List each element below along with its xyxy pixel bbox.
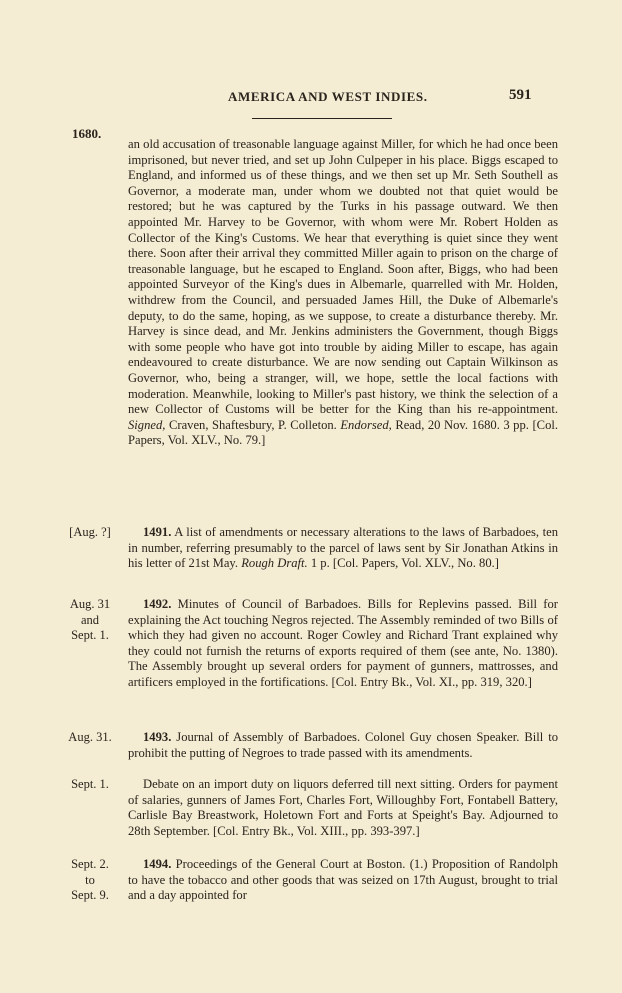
entry-text: Proceedings of the General Court at Boston. (1.) Proposition of Randolph to have the tobacco and other goods that was seized on 17th August, brought to trial and a day appointed for [128,857,558,903]
entry-body [128,597,558,691]
running-title: AMERICA AND WEST INDIES. [228,89,428,104]
margin-date: Aug. 31 and Sept. 1. [69,597,111,643]
signed-label: Signed, [128,417,166,432]
entry-body [128,525,558,572]
entry-body [128,730,558,761]
entry-text: Journal of Assembly of Barbadoes. Colonel Guy chosen Speaker. Bill to prohibit the putting of Negroes to trade passed with its amendments. [128,730,558,760]
reference: [Col. Entry Bk., Vol. XI., pp. 319, 320.] [331,674,532,689]
draft-note: Rough Draft. [241,556,308,571]
margin-date-second: Sept. 1. [71,777,109,791]
entry-text: Minutes of Council of Barbadoes. Bills for Replevins passed. Bill for explaining the Act touching Negros rejected. The Assembly reminded of two Bills of which they had given no account. Roger Cowley and Richard Trant explained why they could not furnish the returns of exports required of them (see ante, No. 1380). The Assembly brought up several orders for payment of gunners, mattrosses, and artificers employed in the fortifications. [128,597,558,689]
margin-date: [Aug. ?] [69,525,111,539]
entry-body [128,137,558,449]
margin-date: Sept. 2. to Sept. 9. [71,857,109,903]
continuation-text: an old accusation of treasonable language against Miller, for which he had once been imprisoned, but never tried, and set up John Culpeper in his place. Biggs escaped to England, and informed us of these things, and we then set up Mr. Seth Southell as Governor, a moderate man, under whom we doubted not that quiet would be restored; but he was captured by the Turks in his passage outward. We then appointed Mr. Harvey to be Governor, with whom were Mr. Robert Holden as Collector of the King's Customs. We hear that everything is quiet since they went there. Soon after their arrival they committed Miller again to prison on the charge of treasonable language, but he escaped to England. Soon after, Biggs, who had been appointed Surveyor of the King's dues in Albemarle, quarrelled with Mr. Holden, withdrew from the Council, and persuaded James Hill, the Duke of Albemarle's deputy, to do the same, hoping, as we suppose, to create a disturbance thereby. Mr. Harvey is since dead, and Mr. Jenkins administers the Government, though Biggs with some people who have got into trouble by aiding Miller to escape, has again endeavoured to create disturbance. We are now sending out Captain Wilkinson as Governor, who, being a stranger, will, we hope, settle the local factions with moderation. Meanwhile, looking to Miller's past history, we think the selection of a new Collector of Customs will be better for the King than his re-appointment. [128,137,558,417]
margin-date: Aug. 31. [68,730,112,744]
header-rule [252,118,392,119]
entry-text: A list of amendments or necessary alterations to the laws of Barbadoes, ten in number, referring presumably to the parcel of laws sent by Sir Jonathan Atkins in his letter of 21st May. [128,525,558,571]
reference: [Col. Papers, Vol. XLV., No. 80.] [332,556,499,571]
signed-names: Craven, Shaftesbury, P. Colleton. [168,417,337,432]
page-number: 591 [509,87,532,103]
entry-number: 1494. [143,857,172,871]
endorsed-text: Read, 20 Nov. 1680. 3 pp. [395,417,529,432]
entry-body [128,777,558,839]
entry-number: 1492. [143,597,172,611]
reference: [Col. Papers, Vol. XLV., No. 79.] [128,417,559,448]
entry-text-second: Debate on an import duty on liquors deferred till next sitting. Orders for payment of salaries, gunners of James Fort, Charles Fort, Willoughby Fort, Fontabell Battery, Carlisle Bay Breastwork, Holetown Fort and Forts at Speight's Bay. Adjourned to 28th September. [128,777,558,838]
entry-body [128,857,558,904]
entry-number: 1491. [143,525,172,539]
page-header [0,89,622,109]
entry-number: 1493. [143,730,172,744]
endorsed-label: Endorsed, [340,417,392,432]
page-count: 1 p. [310,556,330,571]
reference: [Col. Entry Bk., Vol. XIII., pp. 393-397.] [213,823,420,838]
margin-year: 1680. [72,126,102,141]
